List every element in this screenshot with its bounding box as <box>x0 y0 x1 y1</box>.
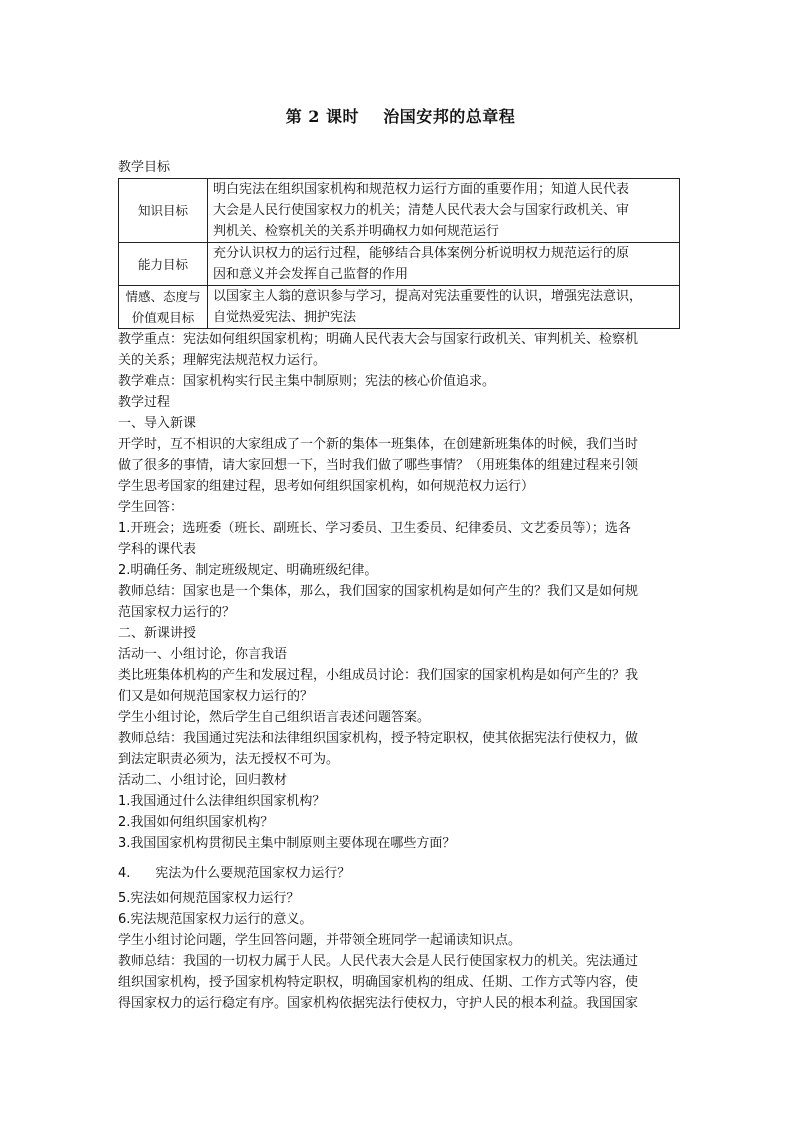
objectives-heading: 教学目标 <box>118 160 171 175</box>
body-line: 学生思考国家的组建过程，思考如何组织国家机构，如何规范权力运行） <box>118 479 535 494</box>
objective-row-ability <box>119 243 680 286</box>
objective-content <box>208 286 680 329</box>
objective-content <box>208 179 680 243</box>
objective-line: 判机关、检察机关的关系并明确权力如何规范运行 <box>213 224 500 239</box>
lesson-title: 第 2 课时 治国安邦的总章程 <box>285 107 516 126</box>
body-line: 范国家权力运行的？ <box>118 605 236 620</box>
body-line: 类比班集体机构的产生和发展过程，小组成员讨论：我们国家的国家机构是如何产生的？我 <box>118 668 639 683</box>
body-line: 学科的课代表 <box>118 542 197 557</box>
objective-content <box>208 243 680 286</box>
body-line: 们又是如何规范国家权力运行的？ <box>118 689 314 704</box>
body-line: 教学过程 <box>118 395 171 410</box>
body-line: 关的关系；理解宪法规范权力运行。 <box>118 353 327 368</box>
body-line: 做了很多的事情，请大家回想一下，当时我们做了哪些事情？（用班集体的组建过程来引领 <box>118 458 639 473</box>
body-line: 教学难点：国家机构实行民主集中制原则；宪法的核心价值追求。 <box>118 374 496 389</box>
body-line: 教师总结：国家也是一个集体，那么，我们国家的国家机构是如何产生的？我们又是如何规 <box>118 584 639 599</box>
body-line: 2.我国如何组织国家机构？ <box>118 815 274 830</box>
body-line: 学生回答： <box>118 500 184 515</box>
document-body <box>118 157 683 1014</box>
body-line: 教学重点：宪法如何组织国家机构；明确人民代表大会与国家行政机关、审判机关、检察机 <box>118 332 639 347</box>
body-line: 活动一、小组讨论，你言我语 <box>118 647 288 662</box>
objective-label <box>119 286 208 329</box>
objective-label: 知识目标 <box>119 179 208 243</box>
objective-line: 大会是人民行使国家权力的机关；清楚人民代表大会与国家行政机关、审 <box>213 203 630 218</box>
objective-line: 充分认识权力的运行过程，能够结合具体案例分析说明权力规范运行的原 <box>213 246 630 261</box>
body-line: 得国家权力的运行稳定有序。国家机构依据宪法行使权力，守护人民的根本利益。我国国家 <box>118 996 639 1011</box>
body-line: 6.宪法规范国家权力运行的意义。 <box>118 912 313 927</box>
body-line: 开学时，互不相识的大家组成了一个新的集体一班集体，在创建新班集体的时候，我们当时 <box>118 437 639 452</box>
objective-line: 自觉热爱宪法、拥护宪法 <box>213 310 357 325</box>
body-line: 二、新课讲授 <box>118 626 197 641</box>
objective-label-line: 情感、态度与 <box>125 289 201 304</box>
objectives-table <box>118 178 680 329</box>
objective-line: 明白宪法在组织国家机构和规范权力运行方面的重要作用；知道人民代表 <box>213 182 630 197</box>
objective-row-emotion <box>119 286 680 329</box>
body-line: 3.我国国家机构贯彻民主集中制原则主要体现在哪些方面？ <box>118 836 456 851</box>
body-line: 学生小组讨论问题，学生回答问题，并带领全班同学一起诵读知识点。 <box>118 933 522 948</box>
body-line: 活动二、小组讨论，回归教材 <box>118 773 288 788</box>
body-line: 教师总结：我国通过宪法和法律组织国家机构，授予特定职权，使其依据宪法行使权力，做 <box>118 731 639 746</box>
body-line: 5.宪法如何规范国家权力运行？ <box>118 891 300 906</box>
objective-line: 以国家主人翁的意识参与学习，提高对宪法重要性的认识，增强宪法意识， <box>213 289 643 304</box>
body-line: 组织国家机构，授予国家机构特定职权，明确国家机构的组成、任期、工作方式等内容，使 <box>118 975 639 990</box>
body-line: 1.开班会；选班委（班长、副班长、学习委员、卫生委员、纪律委员、文艺委员等）；选各 <box>118 521 631 536</box>
objective-row-knowledge <box>119 179 680 243</box>
body-line: 一、导入新课 <box>118 416 197 431</box>
body-line: 教师总结：我国的一切权力属于人民。人民代表大会是人民行使国家权力的机关。宪法通过 <box>118 954 639 969</box>
body-line: 到法定职责必须为，法无授权不可为。 <box>118 752 340 767</box>
body-line: 2.明确任务、制定班级规定、明确班级纪律。 <box>118 563 378 578</box>
objective-line: 因和意义并会发挥自己监督的作用 <box>213 267 409 282</box>
body-line: 学生小组讨论，然后学生自己组织语言表述问题答案。 <box>118 710 431 725</box>
question-4: 4. 宪法为什么要规范国家权力运行？ <box>118 866 351 881</box>
body-line: 1.我国通过什么法律组织国家机构？ <box>118 794 326 809</box>
objective-label: 能力目标 <box>119 243 208 286</box>
paragraph-gap <box>118 854 683 863</box>
objective-label-line: 价值观目标 <box>131 310 195 325</box>
